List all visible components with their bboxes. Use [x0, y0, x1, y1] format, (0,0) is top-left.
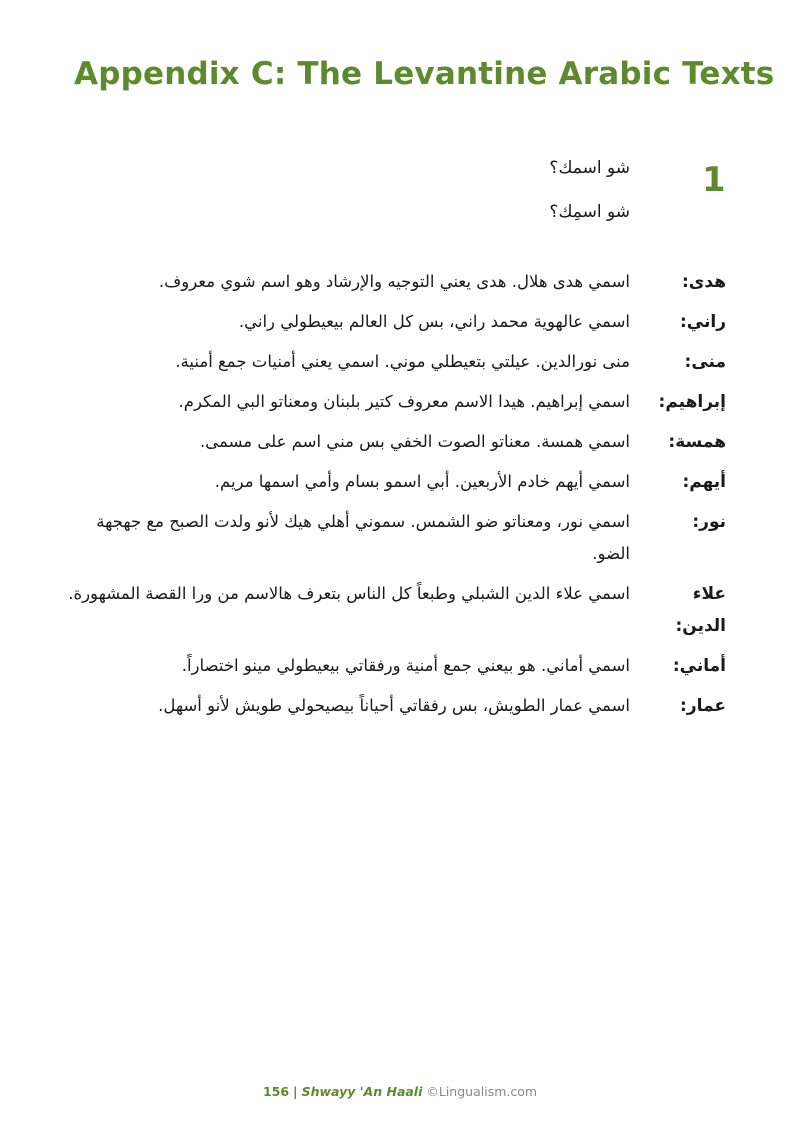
speaker-text: اسمي نور، ومعناتو ضو الشمس. سموني أهلي هيك لأنو ولدت الصبح مع جهجهة الضو.: [96, 512, 630, 563]
speaker-label: راني:: [680, 312, 726, 332]
copyright-text: ©Lingualism.com: [426, 1084, 538, 1099]
speaker-label: همسة:: [668, 432, 726, 452]
dialogue-row: [60, 578, 726, 642]
question-block: [549, 146, 630, 234]
page-title: Appendix C: The Levantine Arabic Texts: [74, 56, 775, 92]
page-footer: [0, 1084, 800, 1099]
dialogue-row: [60, 650, 726, 682]
speaker-text: اسمي أيهم خادم الأربعين. أبي اسمو بسام وأمي اسمها مريم.: [214, 472, 630, 491]
section-number: 1: [702, 160, 726, 200]
speaker-text: اسمي إبراهيم. هيدا الاسم معروف كتير بلبنان ومعناتو البي المكرم.: [178, 392, 630, 411]
speaker-label: علاء الدين:: [675, 584, 726, 636]
speaker-text: اسمي هدى هلال. هدى يعني التوجيه والإرشاد وهو اسم شوي معروف.: [158, 272, 630, 291]
book-title: Shwayy 'An Haali: [301, 1084, 423, 1099]
dialogue-list: [60, 266, 726, 730]
dialogue-row: [60, 346, 726, 378]
speaker-text: اسمي عالهوية محمد راني، بس كل العالم بيعيطولي راني.: [238, 312, 630, 331]
speaker-label: عمار:: [680, 696, 726, 716]
dialogue-row: [60, 506, 726, 570]
speaker-label: منى:: [684, 352, 726, 372]
dialogue-row: [60, 466, 726, 498]
question-masculine: شو اسمك؟: [549, 158, 630, 178]
speaker-label: هدى:: [682, 272, 726, 292]
speaker-label: إبراهيم:: [658, 392, 726, 412]
speaker-label: نور:: [692, 512, 726, 532]
speaker-text: اسمي أماني. هو بيعني جمع أمنية ورفقاتي بيعيطولي مينو اختصاراً.: [181, 656, 630, 675]
speaker-label: أماني:: [672, 656, 726, 676]
dialogue-row: [60, 266, 726, 298]
speaker-text: اسمي علاء الدين الشبلي وطبعاً كل الناس بتعرف هالاسم من ورا القصة المشهورة.: [68, 584, 630, 603]
dialogue-row: [60, 426, 726, 458]
footer-separator: |: [293, 1084, 298, 1099]
dialogue-row: [60, 306, 726, 338]
dialogue-row: [60, 386, 726, 418]
speaker-label: أيهم:: [682, 472, 726, 492]
question-feminine: شو اسمِك؟: [549, 202, 630, 222]
speaker-text: اسمي عمار الطويش، بس رفقاتي أحياناً بيصيحولي طويش لأنو أسهل.: [158, 696, 630, 715]
speaker-text: منى نورالدين. عيلتي بتعيطلي موني. اسمي يعني أمنيات جمع أمنية.: [175, 352, 630, 371]
page-number: 156: [262, 1084, 290, 1099]
dialogue-row: [60, 690, 726, 722]
speaker-text: اسمي همسة. معناتو الصوت الخفي بس مني اسم على مسمى.: [200, 432, 630, 451]
